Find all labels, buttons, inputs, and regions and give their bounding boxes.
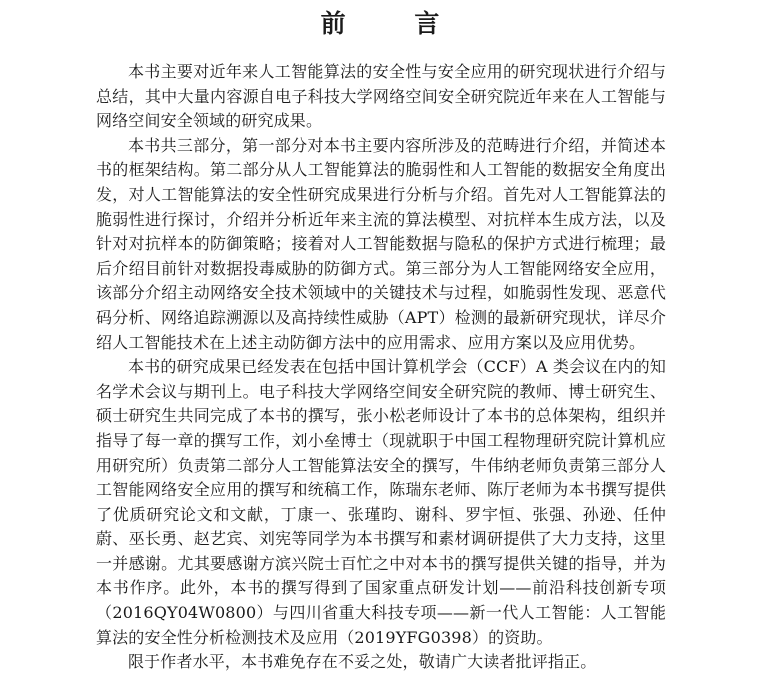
preface-paragraph-4: 限于作者水平，本书难免存在不妥之处，敬请广大读者批评指正。 bbox=[128, 652, 597, 672]
preface-paragraph-2: 本书共三部分，第一部分对本书主要内容所涉及的范畴进行介绍，并简述本书的框架结构。第二部分从人工智能算法的脆弱性和人工智能的数据安全角度出发，对人工智能算法的安全性研究成果进行分析与介绍。首先对人工智能算法的脆弱性进行探讨，介绍并分析近年来主流的算法模型、对抗样本生成方法，以及针对对抗样本的防御策略；接着对人工智能数据与隐私的保护方式进行梳理；最后介绍目前针对数据投毒威胁的防御方式。第三部分为人工智能网络安全应用，该部分介绍主动网络安全技术领域中的关键技术与过程，如脆弱性发现、恶意代码分析、网络追踪溯源以及高持续性威胁（APT）检测的最新研究现状，详尽介绍人工智能技术在上述主动防御方法中的应用需求、应用方案以及应用优势。 bbox=[96, 135, 666, 352]
preface-paragraph-1: 本书主要对近年来人工智能算法的安全性与安全应用的研究现状进行介绍与总结，其中大量内容源自电子科技大学网络空间安全研究院近年来在人工智能与网络空间安全领域的研究成果。 bbox=[96, 62, 666, 131]
preface-paragraph-3: 本书的研究成果已经发表在包括中国计算机学会（CCF）A 类会议在内的知名学术会议与期刊上。电子科技大学网络空间安全研究院的教师、博士研究生、硕士研究生共同完成了本书的撰写，张小松老师设计了本书的总体架构，组织并指导了每一章的撰写工作，刘小垒博士（现就职于中国工程物理研究院计算机应用研究所）负责第二部分人工智能算法安全的撰写，牛伟纳老师负责第三部分人工智能网络安全应用的撰写和统稿工作，陈瑞东老师、陈厅老师为本书撰写提供了优质研究论文和文献，丁康一、张瑾昀、谢科、罗宇恒、张强、孙逊、任仲蔚、巫长勇、赵艺宾、刘宪等同学为本书撰写和素材调研提供了大力支持，这里一并感谢。尤其要感谢方滨兴院士百忙之中对本书的撰写提供关键的指导，并为本书作序。此外，本书的撰写得到了国家重点研发计划——前沿科技创新专项（2016QY04W0800）与四川省重大科技专项——新一代人工智能：人工智能算法的安全性分析检测技术及应用（2019YFG0398）的资助。 bbox=[96, 357, 666, 647]
page-title: 前 言 bbox=[320, 9, 470, 38]
preface-body bbox=[96, 60, 666, 675]
